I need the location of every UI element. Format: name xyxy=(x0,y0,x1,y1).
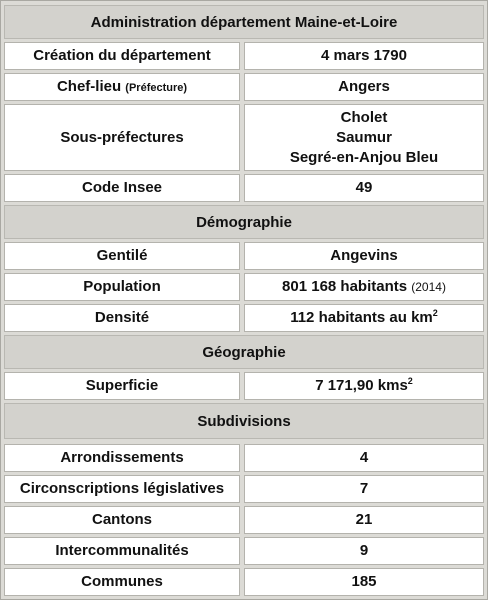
densite-exponent: 2 xyxy=(432,308,438,318)
row-gentile xyxy=(4,242,484,270)
label-chef-lieu-note: (Préfecture) xyxy=(125,81,188,94)
sous-prefecture-item: Cholet xyxy=(340,108,388,126)
value-circonscriptions: 7 xyxy=(244,475,484,503)
value-chef-lieu: Angers xyxy=(244,73,484,101)
row-population xyxy=(4,273,484,301)
value-population xyxy=(244,273,484,301)
row-cantons xyxy=(4,506,484,534)
section-geographie: Géographie xyxy=(4,335,484,369)
population-year: (2014) xyxy=(411,280,446,294)
row-superficie xyxy=(4,372,484,400)
value-creation: 4 mars 1790 xyxy=(244,42,484,70)
label-gentile: Gentilé xyxy=(4,242,240,270)
row-arrondissements xyxy=(4,444,484,472)
table-title: Administration département Maine-et-Loire xyxy=(4,5,484,39)
row-chef-lieu xyxy=(4,73,484,101)
label-sous-prefectures: Sous-préfectures xyxy=(4,104,240,171)
label-code-insee: Code Insee xyxy=(4,174,240,202)
superficie-exponent: 2 xyxy=(407,376,413,386)
label-densite: Densité xyxy=(4,304,240,332)
row-communes xyxy=(4,568,484,596)
label-population: Population xyxy=(4,273,240,301)
row-intercommunalites xyxy=(4,537,484,565)
row-creation xyxy=(4,42,484,70)
label-cantons: Cantons xyxy=(4,506,240,534)
label-communes: Communes xyxy=(4,568,240,596)
value-code-insee: 49 xyxy=(244,174,484,202)
sous-prefecture-item: Segré-en-Anjou Bleu xyxy=(289,148,439,166)
label-intercommunalites: Intercommunalités xyxy=(4,537,240,565)
value-communes: 185 xyxy=(244,568,484,596)
row-densite xyxy=(4,304,484,332)
label-circonscriptions: Circonscriptions législatives xyxy=(4,475,240,503)
value-densite xyxy=(244,304,484,332)
superficie-value: 7 171,90 kms xyxy=(315,377,408,394)
value-gentile: Angevins xyxy=(244,242,484,270)
value-superficie xyxy=(244,372,484,400)
label-arrondissements: Arrondissements xyxy=(4,444,240,472)
section-subdivisions: Subdivisions xyxy=(4,403,484,439)
population-value: 801 168 habitants xyxy=(282,278,408,295)
value-cantons: 21 xyxy=(244,506,484,534)
value-sous-prefectures xyxy=(244,104,484,171)
value-arrondissements: 4 xyxy=(244,444,484,472)
value-intercommunalites: 9 xyxy=(244,537,484,565)
densite-value: 112 habitants au km xyxy=(290,309,433,326)
label-chef-lieu xyxy=(4,73,240,101)
row-code-insee xyxy=(4,174,484,202)
label-creation: Création du département xyxy=(4,42,240,70)
row-sous-prefectures xyxy=(4,104,484,171)
section-demographie: Démographie xyxy=(4,205,484,239)
label-chef-lieu-text: Chef-lieu xyxy=(56,77,122,95)
sous-prefecture-item: Saumur xyxy=(336,128,392,146)
row-circonscriptions xyxy=(4,475,484,503)
label-superficie: Superficie xyxy=(4,372,240,400)
